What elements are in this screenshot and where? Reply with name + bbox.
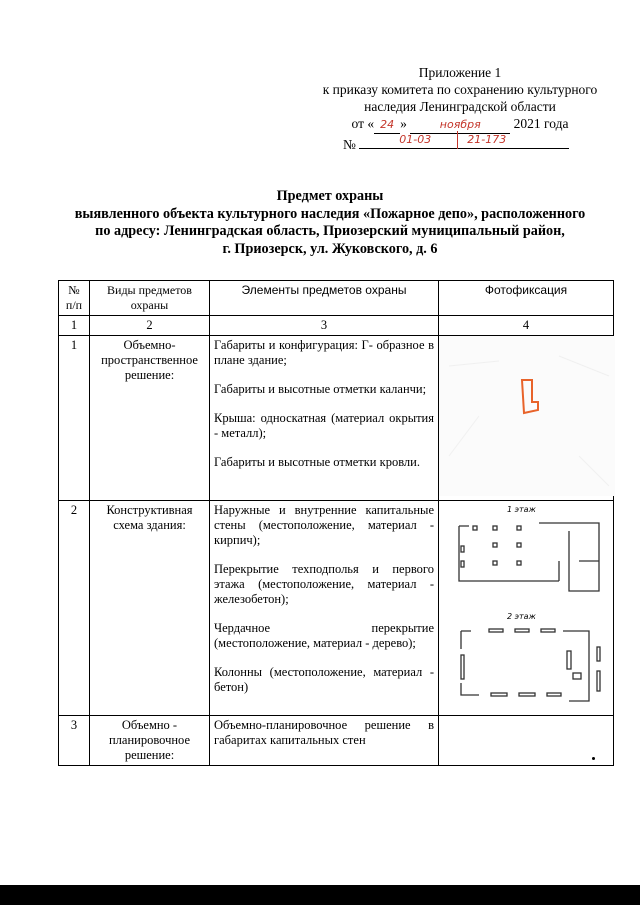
element-item: Крыша: односкатная (материал окрытия - металл);	[214, 411, 434, 440]
row-elements	[210, 716, 439, 766]
element-item: Габариты и высотные отметки каланчи;	[214, 382, 427, 396]
row-num: 3	[59, 716, 90, 766]
row-elements	[210, 336, 439, 501]
title-line-4: г. Приозерск, ул. Жуковского, д. 6	[222, 240, 438, 257]
protection-table	[58, 280, 614, 766]
element-item: Габариты и высотные отметки кровли.	[214, 455, 420, 469]
header-photo: Фотофиксация	[439, 281, 614, 316]
row-type: Объемно - планировочное решение:	[90, 716, 210, 766]
title-line-2: выявленного объекта культурного наследия «Пожарное депо», расположенного	[74, 205, 586, 222]
element-item: Колонны (местоположение, материал - бетон)	[214, 665, 434, 694]
date-day: 24	[380, 118, 395, 131]
order-number-field	[359, 133, 569, 149]
element-item: Наружные и внутренние капитальные стены (местоположение, материал - кирпич);	[214, 503, 434, 547]
table-row	[59, 336, 614, 501]
order-number-line	[343, 133, 569, 153]
title-line-3: по адресу: Ленинградская область, Приозерский муниципальный район,	[95, 223, 565, 239]
colnum-4: 4	[439, 316, 614, 336]
colnum-1: 1	[59, 316, 90, 336]
table-row	[59, 501, 614, 716]
row-photo	[439, 336, 614, 501]
table-row	[59, 716, 614, 766]
row-photo	[439, 716, 614, 766]
date-mid: »	[400, 116, 407, 131]
plan-label-floor-1: 1 этаж	[507, 505, 536, 514]
row-elements	[210, 501, 439, 716]
row-type: Объемно-пространственное решение:	[90, 336, 210, 501]
header-elements: Элементы предметов охраны	[210, 281, 439, 316]
date-prefix: от «	[351, 116, 375, 131]
column-numbers-row	[59, 316, 614, 336]
element-item: Перекрытие техподполья и первого этажа (местоположение, материал - железобетон);	[214, 562, 434, 606]
annex-date-line	[295, 115, 625, 134]
number-prefix: №	[343, 137, 356, 152]
annex-title: Приложение 1	[418, 65, 502, 80]
row-num: 2	[59, 501, 90, 716]
header-type: Виды предметов охраны	[90, 281, 210, 316]
date-month: ноября	[439, 118, 481, 131]
row-num: 1	[59, 336, 90, 501]
handwritten-separator	[457, 131, 458, 149]
order-number-part1: 01-03	[399, 133, 432, 146]
date-year: 2021 года	[513, 116, 569, 131]
site-map-image	[439, 336, 615, 496]
annex-header	[295, 64, 625, 134]
row-photo	[439, 501, 614, 716]
colnum-2: 2	[90, 316, 210, 336]
plan-label-floor-2: 2 этаж	[507, 612, 536, 621]
title-line-1: Предмет охраны	[276, 188, 384, 204]
annex-line-2: к приказу комитета по сохранению культурного	[322, 82, 598, 97]
floor-plans-image	[439, 501, 615, 711]
order-number-part2: 21-173	[467, 133, 507, 146]
element-item: Габариты и конфигурация: Г- образное в плане здание;	[214, 338, 434, 367]
scan-bottom-edge	[0, 885, 640, 905]
document-title	[40, 188, 620, 258]
colnum-3: 3	[210, 316, 439, 336]
scan-speck	[592, 757, 595, 760]
table-header-row	[59, 281, 614, 316]
annex-line-3: наследия Ленинградской области	[364, 99, 556, 114]
row-type: Конструктивная схема здания:	[90, 501, 210, 716]
header-num: № п/п	[59, 281, 90, 316]
element-item: Объемно-планировочное решение в габаритах капитальных стен	[214, 718, 434, 747]
element-item: Чердачное перекрытие (местоположение, материал - дерево);	[214, 621, 434, 650]
